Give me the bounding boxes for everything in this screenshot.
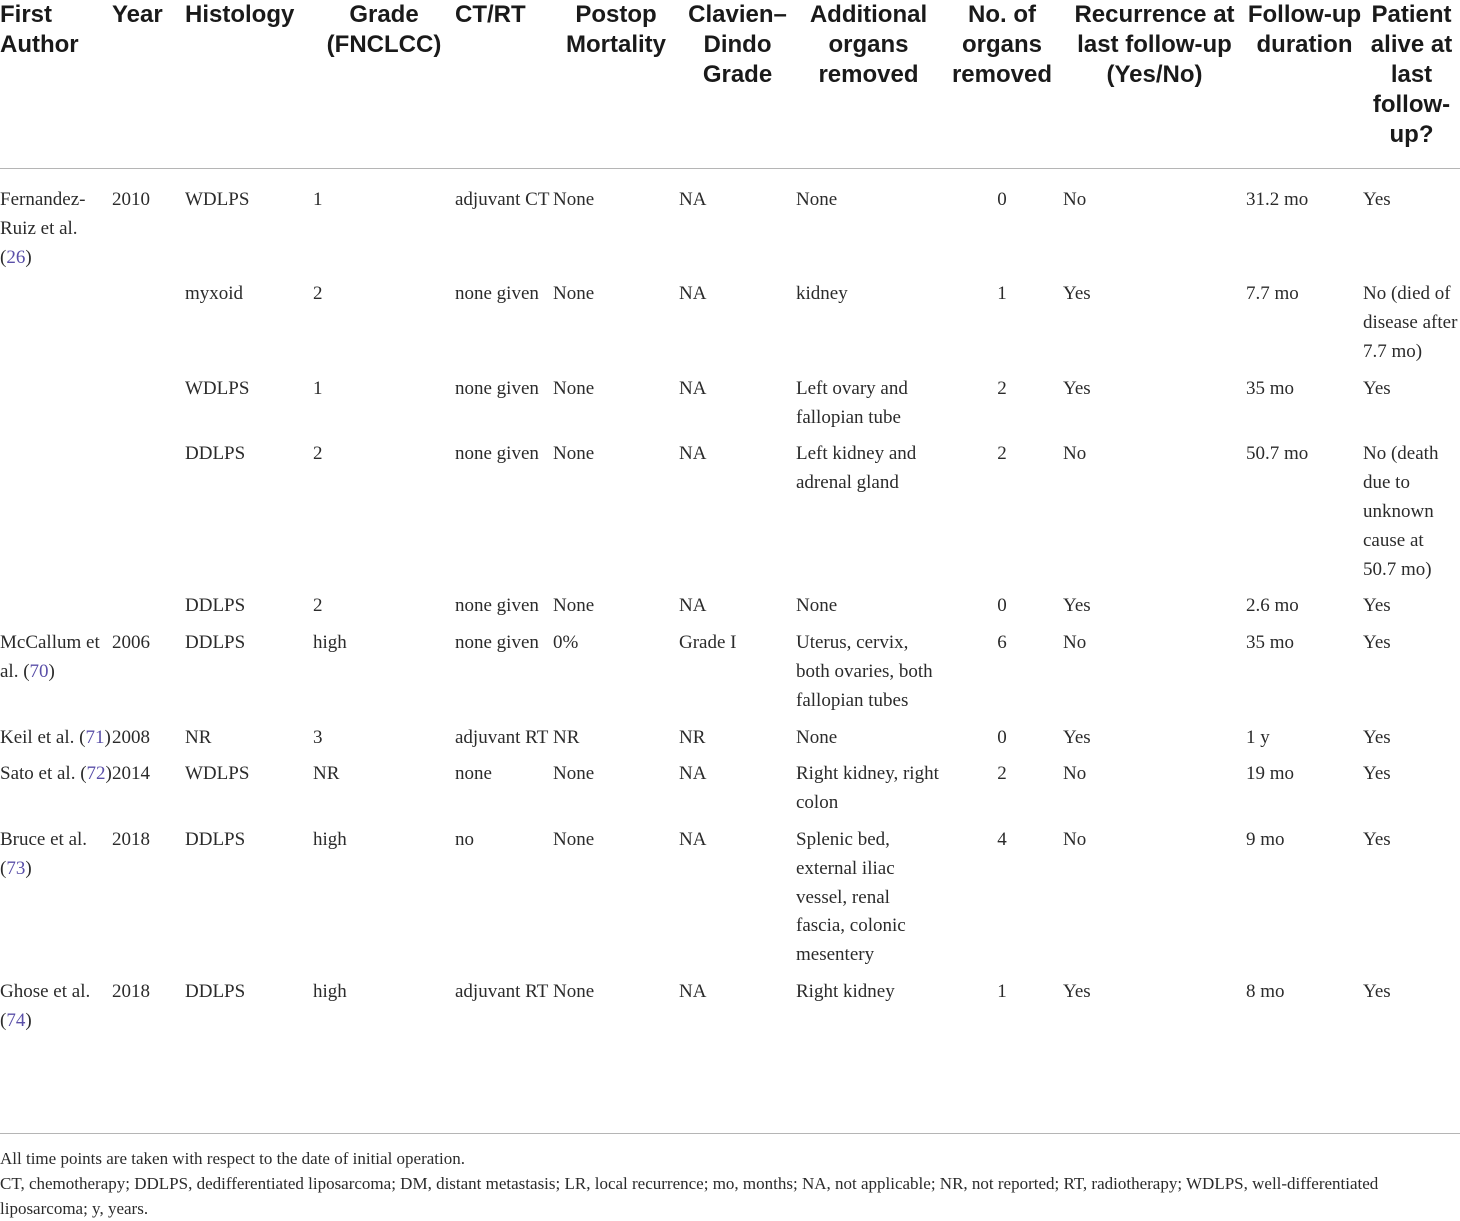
cell-mortality: 0%	[553, 632, 579, 654]
cell-clavien: NR	[679, 726, 706, 748]
cell-num-organs: 6	[997, 632, 1007, 654]
cell-grade: 2	[313, 443, 323, 465]
cell-organs: Splenic bed, external iliac vessel, renal fascia, colonic mesentery	[796, 828, 906, 966]
cell-grade: high	[313, 632, 347, 654]
cell-mortality: None	[553, 189, 595, 210]
cell-year: 2010	[112, 189, 150, 210]
cell-clavien: NA	[679, 763, 707, 785]
cell-follow-up: 35 mo	[1246, 632, 1295, 654]
footnote-time-points: All time points are taken with respect to the date of initial operation.	[0, 1149, 466, 1168]
cell-follow-up: 2.6 mo	[1246, 595, 1299, 617]
table-row	[0, 280, 1460, 374]
cell-alive: Yes	[1363, 632, 1391, 654]
cell-alive: Yes	[1363, 828, 1391, 850]
cell-mortality: None	[553, 763, 595, 785]
cell-organs: Left kidney and adrenal gland	[796, 443, 917, 494]
cell-histology: DDLPS	[185, 980, 246, 1002]
cell-recurrence: No	[1063, 828, 1087, 850]
cell-year: 2006	[112, 632, 150, 654]
cell-recurrence: Yes	[1063, 980, 1091, 1002]
cell-author	[0, 592, 112, 629]
cell-histology: WDLPS	[185, 377, 250, 399]
cell-author: Ghose et al. (74)	[0, 980, 91, 1031]
cell-histology: DDLPS	[185, 632, 246, 654]
cell-ct-rt: no	[455, 828, 474, 850]
cell-ct-rt: adjuvant CT	[455, 189, 550, 210]
cell-recurrence: No	[1063, 189, 1087, 210]
table-row	[0, 375, 1460, 441]
cell-grade: 2	[313, 283, 323, 305]
col-header-ct-rt: CT/RT	[455, 0, 553, 169]
cell-author	[0, 280, 112, 374]
cell-grade: NR	[313, 763, 340, 785]
cell-follow-up: 1 y	[1246, 726, 1270, 748]
cell-mortality: None	[553, 980, 595, 1002]
cell-histology: DDLPS	[185, 828, 246, 850]
cell-organs: kidney	[796, 283, 848, 305]
reference-link[interactable]: 74	[6, 1009, 26, 1031]
cell-histology: myxoid	[185, 283, 244, 305]
footnote-abbreviations: CT, chemotherapy; DDLPS, dedifferentiated liposarcoma; DM, distant metastasis; LR, local recurrence; mo, months; NA, not applicable; NR, not reported; RT, radiotherapy; WDLPS, well-differentiated liposarcoma; y, years.	[0, 1174, 1379, 1218]
table-row	[0, 629, 1460, 723]
table-header	[0, 0, 1460, 169]
cell-num-organs: 0	[997, 726, 1007, 748]
cell-grade: 2	[313, 595, 323, 617]
cell-clavien: NA	[679, 595, 707, 617]
cell-histology: WDLPS	[185, 763, 250, 785]
cell-ct-rt: adjuvant RT	[455, 980, 549, 1002]
table-row	[0, 724, 1460, 761]
table-row	[0, 169, 1460, 281]
cell-author: Bruce et al. (73)	[0, 828, 88, 879]
cell-follow-up: 7.7 mo	[1246, 283, 1299, 305]
cell-organs: Uterus, cervix, both ovaries, both fallopian tubes	[796, 632, 933, 711]
reference-link[interactable]: 70	[29, 660, 49, 682]
cell-grade: high	[313, 980, 347, 1002]
cell-histology: DDLPS	[185, 443, 246, 465]
table-row	[0, 826, 1460, 978]
cell-ct-rt: none given	[455, 443, 539, 465]
cell-alive: Yes	[1363, 189, 1391, 210]
cell-alive: Yes	[1363, 595, 1391, 617]
cell-follow-up: 8 mo	[1246, 980, 1285, 1002]
cell-follow-up: 19 mo	[1246, 763, 1295, 785]
cell-clavien: NA	[679, 828, 707, 850]
cell-grade: 1	[313, 377, 323, 399]
cell-year	[112, 280, 185, 374]
col-header-clavien-dindo: Clavien–Dindo Grade	[679, 0, 796, 169]
cell-alive: No (death due to unknown cause at 50.7 mo)	[1363, 443, 1439, 580]
reference-link[interactable]: 71	[85, 726, 105, 748]
cell-author	[0, 440, 112, 592]
reference-link[interactable]: 26	[6, 246, 26, 268]
cell-grade: 1	[313, 189, 323, 210]
cell-author: Fernandez-Ruiz et al. (26)	[0, 189, 86, 268]
cell-author: McCallum et al. (70)	[0, 632, 100, 682]
cell-histology: NR	[185, 726, 212, 748]
cell-author	[0, 375, 112, 441]
col-header-additional-organs: Additional organs removed	[796, 0, 941, 169]
cell-grade: high	[313, 828, 347, 850]
table-body	[0, 169, 1460, 1051]
cell-mortality: None	[553, 828, 595, 850]
cell-mortality: None	[553, 283, 595, 305]
cell-recurrence: No	[1063, 763, 1087, 785]
col-header-patient-alive: Patient alive at last follow-up?	[1363, 0, 1460, 169]
cell-follow-up: 9 mo	[1246, 828, 1285, 850]
cell-year	[112, 440, 185, 592]
cell-histology: DDLPS	[185, 595, 246, 617]
cell-year	[112, 375, 185, 441]
cell-recurrence: Yes	[1063, 377, 1091, 399]
table-row	[0, 592, 1460, 629]
cell-year: 2018	[112, 980, 150, 1002]
cell-clavien: Grade I	[679, 632, 737, 654]
cell-ct-rt: adjuvant RT	[455, 726, 549, 748]
cell-organs: Left ovary and fallopian tube	[796, 377, 908, 428]
cell-recurrence: Yes	[1063, 726, 1091, 748]
col-header-follow-up-duration: Follow-up duration	[1246, 0, 1363, 169]
cell-clavien: NA	[679, 443, 707, 465]
cell-follow-up: 50.7 mo	[1246, 443, 1309, 465]
cell-organs: Right kidney, right colon	[796, 763, 939, 814]
cell-author: Keil et al. (71)	[0, 726, 111, 748]
cell-mortality: NR	[553, 726, 580, 748]
cell-alive: Yes	[1363, 980, 1391, 1002]
cell-recurrence: No	[1063, 443, 1087, 465]
cell-organs: None	[796, 595, 838, 617]
cell-recurrence: Yes	[1063, 595, 1091, 617]
cell-year: 2014	[112, 763, 150, 785]
cell-num-organs: 0	[997, 189, 1007, 210]
cell-follow-up: 31.2 mo	[1246, 189, 1309, 210]
cell-ct-rt: none given	[455, 595, 539, 617]
cell-recurrence: Yes	[1063, 283, 1091, 305]
reference-link[interactable]: 73	[6, 857, 26, 879]
cell-grade: 3	[313, 726, 323, 748]
cell-year: 2018	[112, 828, 150, 850]
cell-year: 2008	[112, 726, 150, 748]
cell-num-organs: 4	[997, 828, 1007, 850]
reference-link[interactable]: 72	[86, 763, 106, 785]
col-header-recurrence: Recurrence at last follow-up (Yes/No)	[1063, 0, 1246, 169]
cell-num-organs: 2	[997, 763, 1007, 785]
table-footnotes	[0, 1133, 1460, 1221]
col-header-first-author: First Author	[0, 0, 112, 169]
cell-alive: Yes	[1363, 726, 1391, 748]
cell-organs: None	[796, 726, 838, 748]
cell-alive: Yes	[1363, 377, 1391, 399]
cell-ct-rt: none given	[455, 377, 539, 399]
col-header-postop-mortality: Postop Mortality	[553, 0, 679, 169]
cell-num-organs: 1	[997, 980, 1007, 1002]
table-row	[0, 440, 1460, 592]
col-header-histology: Histology	[185, 0, 313, 169]
cell-organs: Right kidney	[796, 980, 895, 1002]
cell-clavien: NA	[679, 189, 707, 210]
cell-ct-rt: none given	[455, 632, 539, 654]
cell-mortality: None	[553, 443, 595, 465]
cell-clavien: NA	[679, 980, 707, 1002]
cell-num-organs: 2	[997, 443, 1007, 465]
cell-ct-rt: none	[455, 763, 492, 785]
cell-mortality: None	[553, 377, 595, 399]
col-header-year: Year	[112, 0, 185, 169]
cell-clavien: NA	[679, 283, 707, 305]
cell-num-organs: 0	[997, 595, 1007, 617]
cell-follow-up: 35 mo	[1246, 377, 1295, 399]
col-header-grade: Grade (FNCLCC)	[313, 0, 455, 169]
cell-mortality: None	[553, 595, 595, 617]
cell-histology: WDLPS	[185, 189, 250, 210]
cell-author: Sato et al. (72)	[0, 763, 112, 785]
col-header-num-organs: No. of organs removed	[941, 0, 1063, 169]
table-row	[0, 760, 1460, 826]
cell-organs: None	[796, 189, 838, 210]
cell-recurrence: No	[1063, 632, 1087, 654]
cell-clavien: NA	[679, 377, 707, 399]
cell-alive: Yes	[1363, 763, 1391, 785]
cell-alive: No (died of disease after 7.7 mo)	[1363, 283, 1458, 362]
cell-year	[112, 592, 185, 629]
cell-ct-rt: none given	[455, 283, 539, 305]
cell-num-organs: 2	[997, 377, 1007, 399]
table-row	[0, 978, 1460, 1051]
cell-num-organs: 1	[997, 283, 1007, 305]
